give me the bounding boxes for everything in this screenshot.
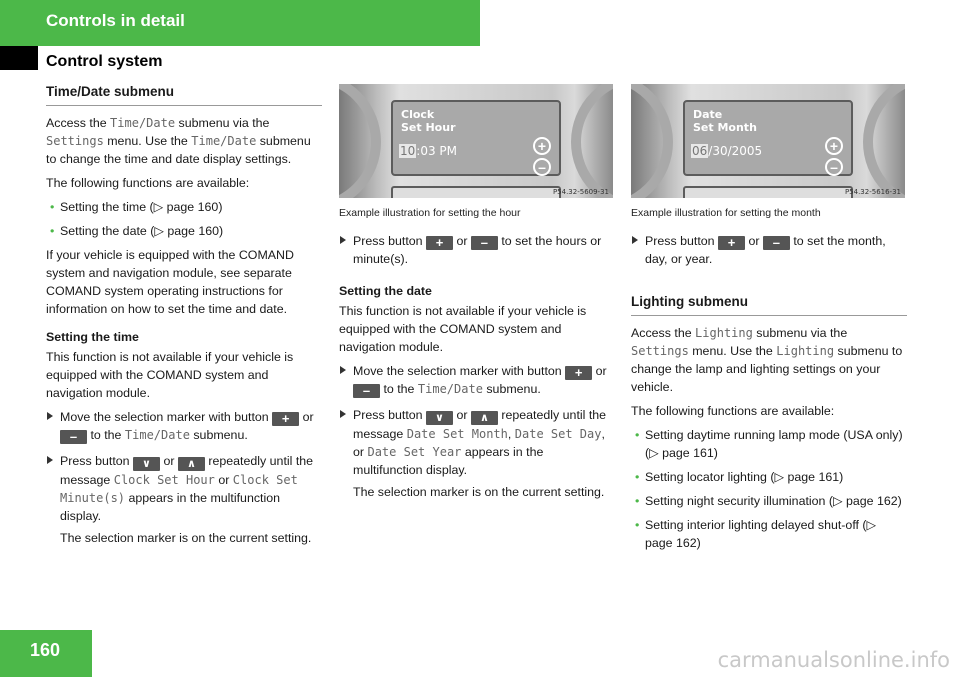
setting-time-heading: Setting the time: [46, 330, 139, 344]
column-right: [631, 232, 907, 558]
gauge-right: [571, 84, 613, 198]
step-note: The selection marker is on the current setting.: [60, 531, 312, 545]
display-value: 06/30/2005: [692, 144, 763, 158]
multifunction-display: Date Set Month 06/30/2005 + –: [683, 100, 853, 176]
minus-circle-icon: –: [825, 158, 843, 176]
plus-key-icon: +: [718, 236, 745, 250]
step-arrow-icon: [47, 456, 53, 464]
chapter-title: Controls in detail: [46, 11, 185, 30]
gauge-right: [863, 84, 905, 198]
display-bottom: [683, 186, 853, 198]
list-item: • Setting interior lighting delayed shut-off (▷ page 162): [631, 516, 907, 552]
up-key-icon: ∧: [178, 457, 205, 471]
comand-note: If your vehicle is equipped with the COMAND system and navigation module, see separate COMAND system operating instructions for information on how to set the time and date.: [46, 248, 294, 316]
list-item: • Setting night security illumination (▷ page 162): [631, 492, 907, 510]
plus-key-icon: +: [272, 412, 299, 426]
step-arrow-icon: [340, 410, 346, 418]
figure-set-hour: [339, 84, 613, 198]
up-key-icon: ∧: [471, 411, 498, 425]
minus-circle-icon: –: [533, 158, 551, 176]
setting-date-heading: Setting the date: [339, 284, 432, 298]
minus-key-icon: –: [353, 384, 380, 398]
plus-key-icon: +: [565, 366, 592, 380]
minus-key-icon: –: [763, 236, 790, 250]
step-move-marker: Move the selection marker with button + or – to the Time/Date submenu.: [339, 362, 615, 398]
chapter-tab: [0, 0, 480, 46]
display-value: 10:03 PM: [400, 144, 457, 158]
setting-time-note: This function is not available if your vehicle is equipped with the COMAND system and navigation module.: [46, 350, 294, 400]
step-arrow-icon: [632, 236, 638, 244]
page-number: 160: [30, 640, 61, 660]
figure-code: P54.32-5609-31: [552, 188, 609, 196]
column-middle: [339, 232, 615, 509]
minus-key-icon: –: [60, 430, 87, 444]
time-date-intro: Access the Time/Date submenu via the Settings menu. Use the Time/Date submenu to change the time and date display settings.: [46, 116, 311, 166]
down-key-icon: ∨: [133, 457, 160, 471]
minus-key-icon: –: [471, 236, 498, 250]
figure-caption: Example illustration for setting the month: [631, 207, 821, 219]
plus-circle-icon: +: [533, 137, 551, 155]
gauge-left: [339, 84, 381, 198]
setting-date-note: This function is not available if your vehicle is equipped with the COMAND system and navigation module.: [339, 304, 587, 354]
list-item: • Setting the time (▷ page 160): [46, 198, 322, 216]
list-item: • Setting daytime running lamp mode (USA only) (▷ page 161): [631, 426, 907, 462]
step-move-marker: Move the selection marker with button + or – to the Time/Date submenu.: [46, 408, 322, 444]
section-title: Control system: [46, 53, 163, 70]
gauge-left: [631, 84, 673, 198]
plus-circle-icon: +: [825, 137, 843, 155]
step-set-month: Press button + or – to set the month, day, or year.: [631, 232, 907, 268]
page-number-box: [0, 630, 92, 677]
step-press-button: Press button ∨ or ∧ repeatedly until the message Clock Set Hour or Clock Set Minute(s) appears in the multifunction display. The selection marker is on the current setting.: [46, 452, 322, 547]
watermark: carmanualsonline.info: [717, 648, 950, 672]
multifunction-display: Clock Set Hour 10:03 PM + –: [391, 100, 561, 176]
list-item: • Setting locator lighting (▷ page 161): [631, 468, 907, 486]
figure-set-month: [631, 84, 905, 198]
step-note: The selection marker is on the current setting.: [353, 485, 605, 499]
figure-caption: Example illustration for setting the hour: [339, 207, 521, 219]
time-date-heading: Time/Date submenu: [46, 80, 322, 106]
plus-key-icon: +: [426, 236, 453, 250]
display-bottom: [391, 186, 561, 198]
step-set-hours: Press button + or – to set the hours or minute(s).: [339, 232, 615, 268]
step-arrow-icon: [47, 412, 53, 420]
column-left: [46, 80, 322, 555]
functions-intro: The following functions are available:: [631, 404, 835, 418]
list-item: • Setting the date (▷ page 160): [46, 222, 322, 240]
functions-intro: The following functions are available:: [46, 176, 250, 190]
section-marker: [0, 46, 38, 70]
down-key-icon: ∨: [426, 411, 453, 425]
lighting-intro: Access the Lighting submenu via the Settings menu. Use the Lighting submenu to change the lamp and lighting settings on your vehicle.: [631, 326, 903, 394]
figure-code: P54.32-5616-31: [844, 188, 901, 196]
step-arrow-icon: [340, 366, 346, 374]
lighting-heading: Lighting submenu: [631, 290, 907, 316]
step-press-button: Press button ∨ or ∧ repeatedly until the message Date Set Month, Date Set Day, or Date Set Year appears in the multifunction display. The selection marker is on the current setting.: [339, 406, 615, 501]
step-arrow-icon: [340, 236, 346, 244]
